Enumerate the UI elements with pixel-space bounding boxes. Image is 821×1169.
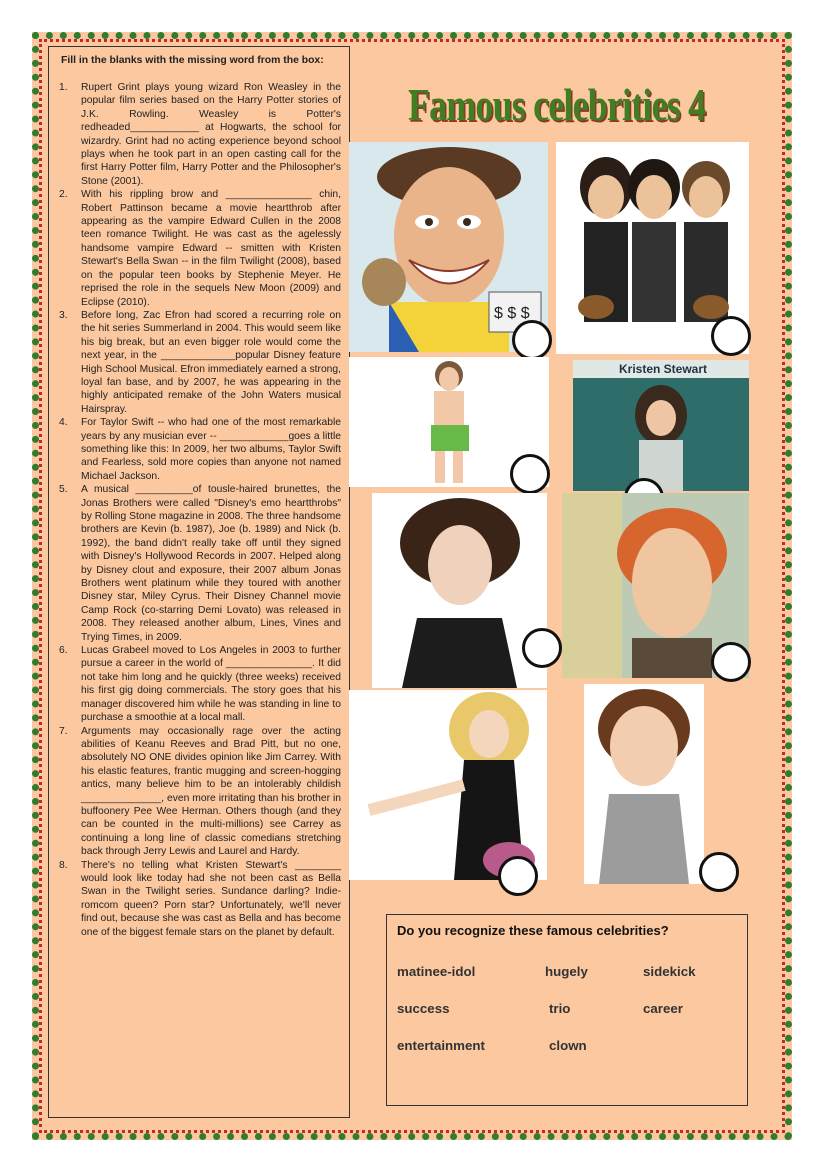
question-1 — [59, 81, 341, 188]
question-text: A musical __________of tousle-haired brunettes, the Jonas Brothers were called "Disney's emo heartthrobs" by Rolling Stone magazine in 2008. The three handsome brothers are Kevin (b. 1987), Joe (b. 1989) and Nick (b. 1992), the band didn't really take off until they signed with Disney's Hollywood Records in 2007. Helped along by Disney clout and exposure, their 2007 album Jonas Brothers went platinum while they toured with another Disney star, Miley Cyrus. Their Disney Channel movie Camp Rock (co-starring Demi Lovato) was released in 2008. They released another album, Lines, Vines and Trying Times, in 2009. — [81, 484, 341, 643]
question-8 — [59, 859, 341, 939]
question-number: 5. — [59, 484, 68, 496]
question-text: With his rippling brow and _______________ chin, Robert Pattinson became a movie heartthrob after appearing as the vampire Edward Cullen in the 2008 teen romance Twilight. He was cast as the agelessly handsome vampire Edward -- smitten with Kristen Stewart's Bella Swan -- in the film Twilight (2008), based on the popular teen books by Stephenie Meyer. He reprised the role in the sequels New Moon (2009) and Eclipse (2010). — [81, 189, 341, 308]
photo-taylor-swift — [349, 690, 547, 880]
cover-label: Kristen Stewart — [619, 362, 708, 376]
answer-circle-1[interactable] — [512, 320, 552, 360]
caricature-illustration — [349, 142, 548, 352]
photo-zac-efron — [584, 684, 704, 884]
question-number: 4. — [59, 417, 68, 429]
page-title: Famous celebrities 4 — [408, 79, 706, 130]
caricature-illustration — [349, 690, 547, 880]
caricature-illustration — [372, 493, 547, 688]
answer-circle-3[interactable] — [510, 454, 550, 494]
answer-circle-8[interactable] — [699, 852, 739, 892]
caricature-illustration — [584, 684, 704, 884]
word-matinee-idol: matinee-idol — [397, 964, 476, 979]
word-clown: clown — [549, 1038, 587, 1053]
instructions: Fill in the blanks with the missing word from the box: — [61, 55, 324, 66]
answer-circle-2[interactable] — [711, 316, 751, 356]
photo-jim-carrey — [349, 142, 548, 352]
svg-text:$ $ $: $ $ $ — [494, 305, 530, 322]
question-text: Lucas Grabeel moved to Los Angeles in 2003 to further pursue a career in the world of _______________. It did not take him long and he quickly (three weeks) received his first gig doing commercials. The story goes that his manager discovered him while he was standing in line to purchase a smoothie at a local mall. — [81, 645, 341, 724]
question-7 — [59, 725, 341, 859]
word-hugely: hugely — [545, 964, 588, 979]
answer-circle-7[interactable] — [498, 856, 538, 896]
question-6 — [59, 644, 341, 724]
word-box — [386, 914, 748, 1106]
question-number: 3. — [59, 309, 68, 321]
question-4 — [59, 416, 341, 483]
word-success: success — [397, 1001, 450, 1016]
question-text: Before long, Zac Efron had scored a recurring role on the hit series Summerland in 2004. This would seem like his big break, but an even bigger role would come the next year, in the _____________popular Disney feature High School Musical. Efron immediately earned a strong, loyal fan base, and by 2007, he was appearing in the highly anticipated remake of the John Waters musical Hairspray. — [81, 309, 341, 415]
question-number: 1. — [59, 82, 68, 93]
question-list — [59, 81, 341, 939]
question-text: There's no telling what Kristen Stewart's ________ would look like today had she not been cast as Bella Swan in the Twilight series. Sundance darling? Indie-romcom queen? Porn star? Unfortunately, we'll never find out, because she was cast as Bella and has become one of the biggest female stars on the planet by default. — [81, 859, 341, 938]
word-sidekick: sidekick — [643, 964, 696, 979]
question-number: 8. — [59, 859, 68, 871]
word-trio: trio — [549, 1001, 571, 1016]
question-5 — [59, 483, 341, 644]
question-2 — [59, 188, 341, 309]
answer-circle-6[interactable] — [711, 642, 751, 682]
exercise-panel — [48, 46, 350, 1118]
answer-circle-5[interactable] — [522, 628, 562, 668]
question-number: 7. — [59, 725, 68, 737]
question-number: 2. — [59, 189, 68, 201]
photo-kristen-stewart — [573, 360, 749, 491]
photo-robert-pattinson — [372, 493, 547, 688]
question-text: Rupert Grint plays young wizard Ron Weasley in the popular film series based on the Harry Potter stories of J.K. Rowling. Weasley is Potter's redheaded____________ at Hogwarts, the school for wizardry. Grint had no acting experience beyond school plays when he took part in an open casting call for the first Harry Potter film, Harry Potter and the Philosopher's Stone (2001). — [81, 82, 341, 187]
word-entertainment: entertainment — [397, 1038, 485, 1053]
question-3 — [59, 309, 341, 416]
comic-cover-illustration — [573, 360, 749, 491]
question-text: For Taylor Swift -- who had one of the most remarkable years by any musician ever -- ____________goes a little something like this: In 2009, her two albums, Taylor Swift and Fearless, sold more copies than anyone not named Michael Jackson. — [81, 417, 341, 482]
word-box-title: Do you recognize these famous celebrities? — [397, 923, 669, 938]
question-number: 6. — [59, 645, 68, 657]
word-career: career — [643, 1001, 683, 1016]
question-text: Arguments may occasionally rage over the acting abilities of Keanu Reeves and Brad Pitt, but no one, absolutely NO ONE divides opinion like Jim Carrey. With his elastic features, frantic mugging and screen-hogging antics, many believe him to be an intolerably childish ______________, even more irritating than his brother in buffoonery Pee Wee Herman. Others though (and they can be counted in the multi-millions) see Carrey as continuing a long line of classic comedians stretching back through Jerry Lewis and Laurel and Hardy. — [81, 725, 341, 858]
